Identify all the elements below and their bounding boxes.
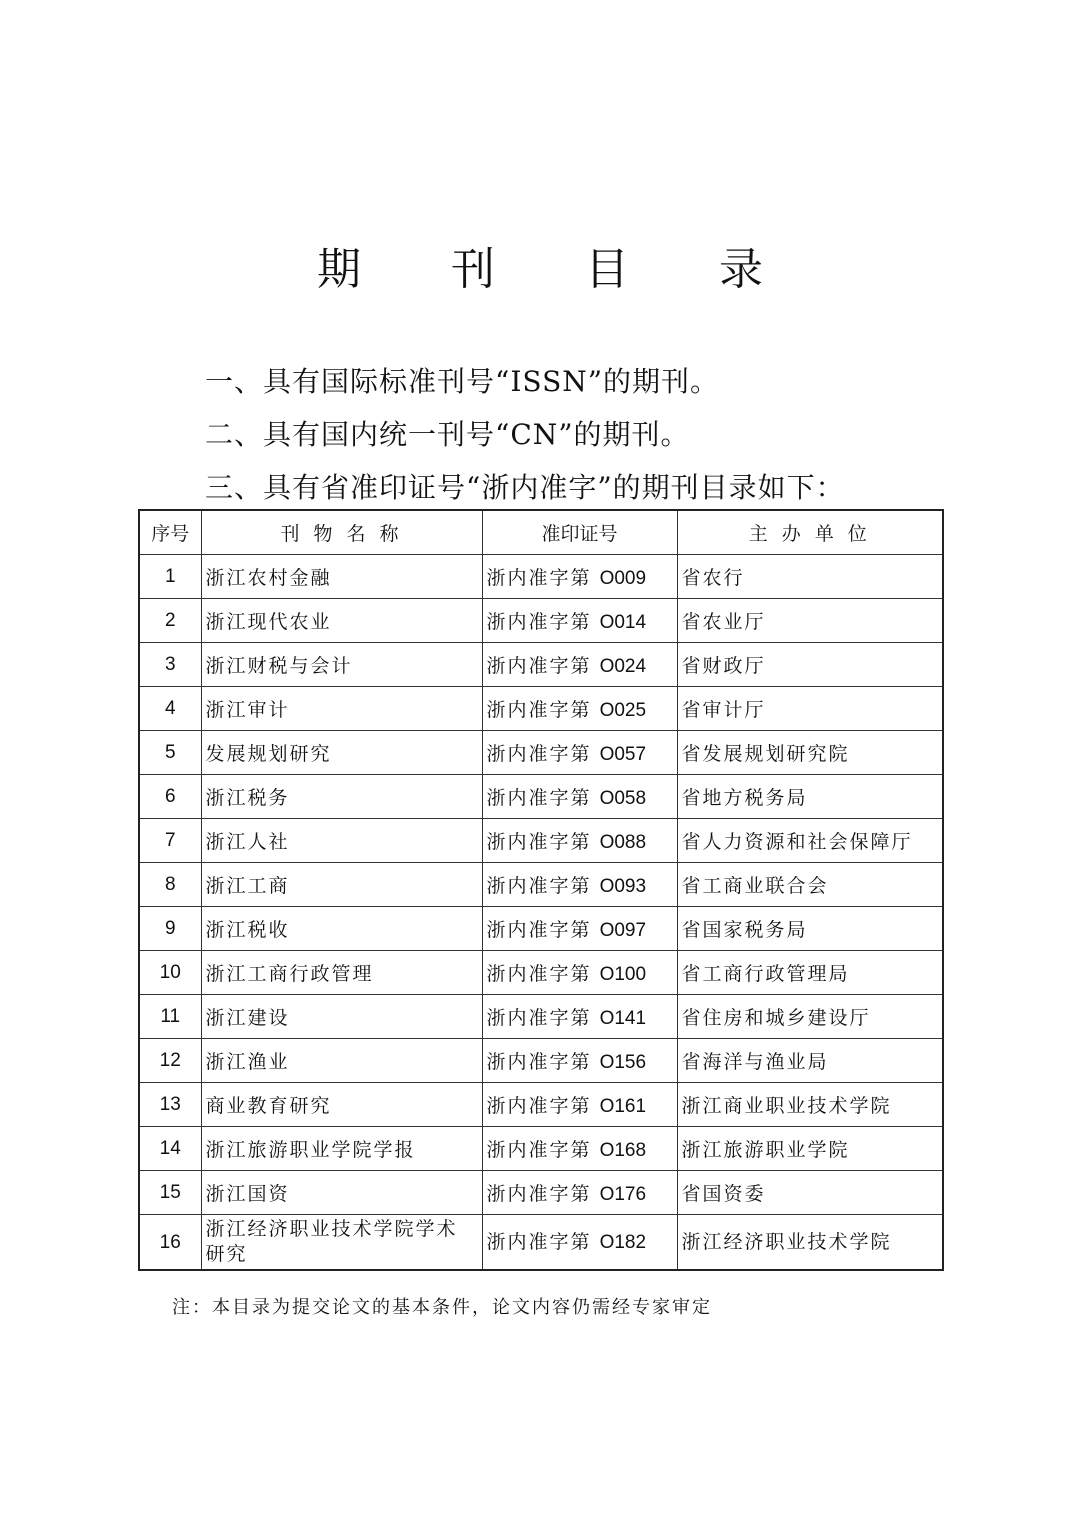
cell-journal-name: 浙江现代农业 xyxy=(201,599,482,643)
cell-sponsor-org: 省国家税务局 xyxy=(677,907,943,951)
permit-code: O161 xyxy=(599,1096,647,1117)
intro-item-cn: 二、具有国内统一刊号“CN”的期刊。 xyxy=(205,418,690,451)
permit-code: O009 xyxy=(599,568,647,589)
permit-prefix: 浙内准字第 xyxy=(486,831,592,853)
cell-serial-number: 11 xyxy=(139,995,201,1039)
table-row xyxy=(139,643,943,687)
table-row xyxy=(139,775,943,819)
permit-code: O088 xyxy=(599,832,647,853)
cell-journal-name: 浙江建设 xyxy=(201,995,482,1039)
cell-permit-number xyxy=(482,995,677,1039)
cell-serial-number: 13 xyxy=(139,1083,201,1127)
intro-item-issn: 一、具有国际标准刊号“ISSN”的期刊。 xyxy=(205,365,720,398)
cell-sponsor-org: 浙江商业职业技术学院 xyxy=(677,1083,943,1127)
cell-journal-name: 浙江税收 xyxy=(201,907,482,951)
table-row xyxy=(139,1127,943,1171)
cell-permit-number xyxy=(482,643,677,687)
permit-prefix: 浙内准字第 xyxy=(486,919,592,941)
cell-journal-name: 浙江渔业 xyxy=(201,1039,482,1083)
table-row xyxy=(139,555,943,599)
permit-prefix: 浙内准字第 xyxy=(486,611,592,633)
permit-code: O141 xyxy=(599,1008,647,1029)
table-row xyxy=(139,1039,943,1083)
cell-permit-number xyxy=(482,775,677,819)
cell-journal-name: 浙江人社 xyxy=(201,819,482,863)
permit-prefix: 浙内准字第 xyxy=(486,743,592,765)
cell-journal-name: 浙江农村金融 xyxy=(201,555,482,599)
table-row xyxy=(139,599,943,643)
cell-journal-name: 浙江工商 xyxy=(201,863,482,907)
cell-journal-name: 浙江国资 xyxy=(201,1171,482,1215)
table-row xyxy=(139,1171,943,1215)
cell-sponsor-org: 省农行 xyxy=(677,555,943,599)
cell-serial-number: 6 xyxy=(139,775,201,819)
cell-journal-name: 商业教育研究 xyxy=(201,1083,482,1127)
cell-permit-number xyxy=(482,907,677,951)
cell-serial-number: 8 xyxy=(139,863,201,907)
cell-permit-number xyxy=(482,1215,677,1271)
permit-prefix: 浙内准字第 xyxy=(486,1230,592,1253)
table-header-row xyxy=(139,510,943,555)
cell-journal-name: 浙江财税与会计 xyxy=(201,643,482,687)
table-row xyxy=(139,907,943,951)
table-row xyxy=(139,951,943,995)
cell-sponsor-org: 浙江旅游职业学院 xyxy=(677,1127,943,1171)
cell-sponsor-org: 省海洋与渔业局 xyxy=(677,1039,943,1083)
permit-prefix: 浙内准字第 xyxy=(486,1095,592,1117)
cell-serial-number: 16 xyxy=(139,1215,201,1271)
cell-sponsor-org: 省财政厅 xyxy=(677,643,943,687)
permit-code: O097 xyxy=(599,920,647,941)
cell-serial-number: 7 xyxy=(139,819,201,863)
page-title: 期 刊 目 录 xyxy=(317,244,801,295)
permit-code: O057 xyxy=(599,744,647,765)
permit-prefix: 浙内准字第 xyxy=(486,875,592,897)
permit-code: O168 xyxy=(599,1140,647,1161)
cell-permit-number xyxy=(482,599,677,643)
cell-serial-number: 2 xyxy=(139,599,201,643)
cell-serial-number: 15 xyxy=(139,1171,201,1215)
cell-permit-number xyxy=(482,819,677,863)
cell-sponsor-org: 省农业厅 xyxy=(677,599,943,643)
permit-code: O100 xyxy=(599,964,647,985)
permit-prefix: 浙内准字第 xyxy=(486,567,592,589)
cell-permit-number xyxy=(482,1171,677,1215)
cell-sponsor-org: 省地方税务局 xyxy=(677,775,943,819)
cell-journal-name: 浙江审计 xyxy=(201,687,482,731)
table-row xyxy=(139,687,943,731)
permit-prefix: 浙内准字第 xyxy=(486,1139,592,1161)
cell-permit-number xyxy=(482,863,677,907)
permit-code: O093 xyxy=(599,876,647,897)
cell-permit-number xyxy=(482,555,677,599)
cell-serial-number: 3 xyxy=(139,643,201,687)
cell-permit-number xyxy=(482,951,677,995)
intro-item-provincial: 三、具有省准印证号“浙内准字”的期刊目录如下： xyxy=(205,471,845,504)
header-permit-number: 准印证号 xyxy=(482,510,677,555)
permit-code: O025 xyxy=(599,700,647,721)
cell-journal-name: 浙江旅游职业学院学报 xyxy=(201,1127,482,1171)
cell-journal-name: 发展规划研究 xyxy=(201,731,482,775)
cell-serial-number: 14 xyxy=(139,1127,201,1171)
permit-code: O156 xyxy=(599,1052,647,1073)
cell-serial-number: 9 xyxy=(139,907,201,951)
permit-code: O058 xyxy=(599,788,647,809)
cell-journal-name: 浙江经济职业技术学院学术研究 xyxy=(201,1215,482,1271)
cell-serial-number: 12 xyxy=(139,1039,201,1083)
table-row xyxy=(139,995,943,1039)
permit-prefix: 浙内准字第 xyxy=(486,699,592,721)
cell-serial-number: 5 xyxy=(139,731,201,775)
permit-code: O024 xyxy=(599,656,647,677)
cell-sponsor-org: 浙江经济职业技术学院 xyxy=(677,1215,943,1271)
cell-serial-number: 1 xyxy=(139,555,201,599)
table-body xyxy=(139,555,943,1271)
cell-sponsor-org: 省住房和城乡建设厅 xyxy=(677,995,943,1039)
cell-permit-number xyxy=(482,731,677,775)
permit-prefix: 浙内准字第 xyxy=(486,787,592,809)
cell-serial-number: 10 xyxy=(139,951,201,995)
permit-code: O014 xyxy=(599,612,647,633)
cell-journal-name: 浙江税务 xyxy=(201,775,482,819)
table-row xyxy=(139,863,943,907)
cell-sponsor-org: 省发展规划研究院 xyxy=(677,731,943,775)
permit-prefix: 浙内准字第 xyxy=(486,1007,592,1029)
cell-sponsor-org: 省工商行政管理局 xyxy=(677,951,943,995)
header-sponsor-org: 主 办 单 位 xyxy=(677,510,943,555)
cell-permit-number xyxy=(482,1127,677,1171)
cell-serial-number: 4 xyxy=(139,687,201,731)
cell-journal-name: 浙江工商行政管理 xyxy=(201,951,482,995)
table-row xyxy=(139,1083,943,1127)
permit-prefix: 浙内准字第 xyxy=(486,963,592,985)
permit-code: O176 xyxy=(599,1184,647,1205)
journal-catalog-table xyxy=(138,509,944,1271)
cell-permit-number xyxy=(482,1083,677,1127)
cell-sponsor-org: 省国资委 xyxy=(677,1171,943,1215)
permit-prefix: 浙内准字第 xyxy=(486,1183,592,1205)
table-row xyxy=(139,1215,943,1271)
footnote: 注：本目录为提交论文的基本条件，论文内容仍需经专家审定 xyxy=(172,1297,712,1318)
cell-sponsor-org: 省人力资源和社会保障厅 xyxy=(677,819,943,863)
table-row xyxy=(139,731,943,775)
header-journal-name: 刊 物 名 称 xyxy=(201,510,482,555)
permit-prefix: 浙内准字第 xyxy=(486,1051,592,1073)
permit-prefix: 浙内准字第 xyxy=(486,655,592,677)
cell-sponsor-org: 省工商业联合会 xyxy=(677,863,943,907)
cell-permit-number xyxy=(482,687,677,731)
cell-permit-number xyxy=(482,1039,677,1083)
header-serial-number: 序号 xyxy=(139,510,201,555)
cell-sponsor-org: 省审计厅 xyxy=(677,687,943,731)
permit-code: O182 xyxy=(599,1231,647,1253)
table-row xyxy=(139,819,943,863)
